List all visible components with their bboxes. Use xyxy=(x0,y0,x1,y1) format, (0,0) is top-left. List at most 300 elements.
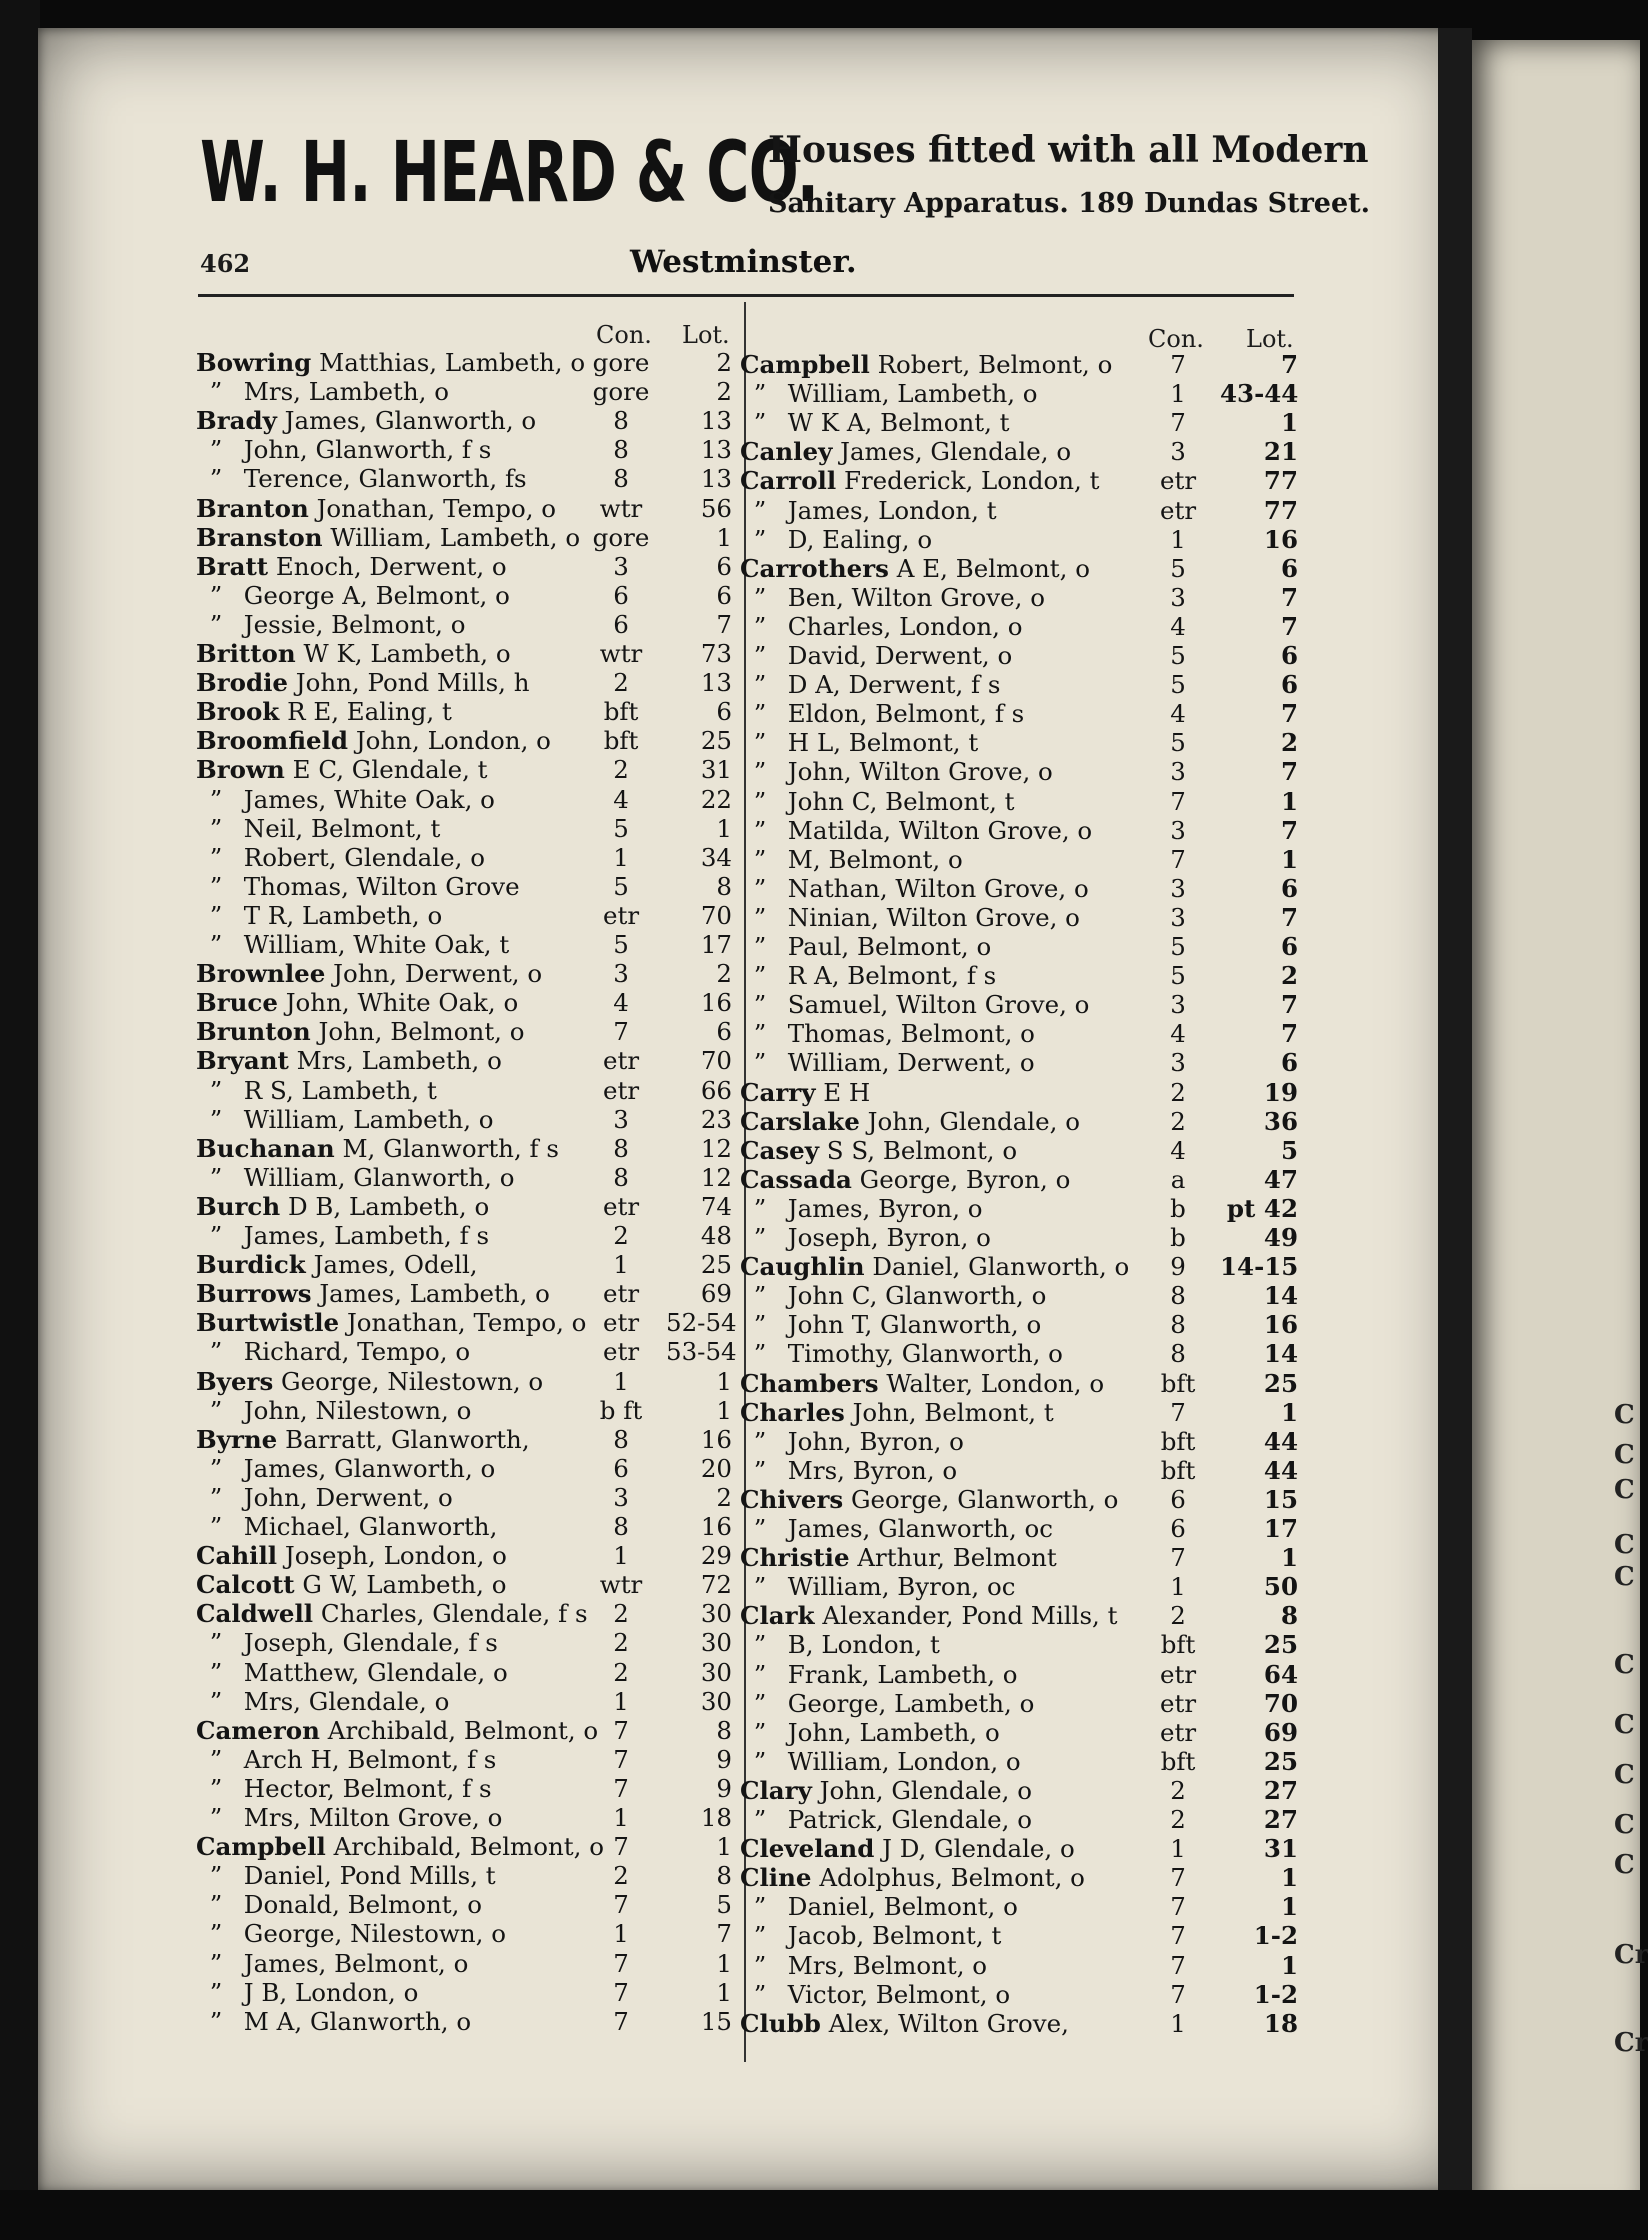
entry-lot: 14 xyxy=(1263,1339,1298,1369)
entry-name xyxy=(740,699,1024,728)
entry-concession: 2 xyxy=(613,1221,629,1250)
entry-lot: 1 xyxy=(1280,1863,1298,1893)
entry-concession: 7 xyxy=(1170,1397,1186,1427)
entry-concession: 7 xyxy=(1170,350,1186,379)
ditto-mark: ” xyxy=(753,408,767,438)
entry-lot: 34 xyxy=(700,842,732,872)
entry-lot: 6 xyxy=(716,697,732,727)
entry-surname: Branton xyxy=(196,493,309,523)
entry-name xyxy=(196,494,556,523)
entry-lot: 1 xyxy=(716,813,732,843)
entry-lot: 1 xyxy=(716,1395,732,1425)
entry-name xyxy=(196,1861,496,1890)
directory-entry xyxy=(740,932,1298,961)
entry-concession: etr xyxy=(1159,495,1197,525)
entry-name xyxy=(740,1310,1041,1339)
entry-concession: 5 xyxy=(613,871,629,901)
entry-concession: 7 xyxy=(1170,1543,1186,1573)
entry-details: Joseph, London, o xyxy=(284,1541,507,1571)
entry-name xyxy=(740,1456,957,1485)
entry-lot: 13 xyxy=(700,464,732,494)
entry-name xyxy=(196,2007,471,2036)
entry-concession: gore xyxy=(592,522,650,552)
entry-name xyxy=(740,1921,1001,1950)
entry-lot: 1 xyxy=(716,1366,732,1396)
directory-entry xyxy=(740,1543,1298,1572)
entry-name xyxy=(196,1046,502,1075)
entry-lot: 2 xyxy=(716,348,732,377)
entry-details: William, London, o xyxy=(787,1746,1021,1776)
entry-concession: 1 xyxy=(613,1250,629,1280)
entry-concession: 8 xyxy=(613,406,629,436)
directory-entry xyxy=(740,2009,1298,2038)
entry-surname: Chambers xyxy=(740,1368,879,1398)
directory-entry xyxy=(196,1483,736,1512)
entry-lot: 30 xyxy=(700,1686,732,1716)
entry-name xyxy=(740,1951,987,1980)
entry-details: William, Lambeth, o xyxy=(330,522,581,552)
directory-entry xyxy=(740,1078,1298,1107)
entry-lot: 7 xyxy=(1280,350,1298,379)
entry-details: James, Belmont, o xyxy=(243,1948,469,1978)
entry-lot: 15 xyxy=(1263,1484,1298,1514)
entry-concession: etr xyxy=(602,1337,640,1367)
entry-surname: Carslake xyxy=(740,1106,860,1136)
directory-entry xyxy=(740,1863,1298,1892)
entry-name xyxy=(740,1834,1075,1863)
entry-concession: 5 xyxy=(1170,553,1186,583)
entry-details: David, Derwent, o xyxy=(787,641,1013,670)
directory-entry xyxy=(196,1105,736,1134)
entry-name xyxy=(196,1658,508,1687)
entry-surname: Calcott xyxy=(196,1570,295,1600)
entry-name xyxy=(196,610,465,639)
entry-lot: 8 xyxy=(716,871,732,901)
entry-details: D B, Lambeth, o xyxy=(287,1191,490,1221)
ditto-mark: ” xyxy=(753,1892,767,1922)
entry-lot: 7 xyxy=(1280,757,1298,787)
entry-lot: 30 xyxy=(700,1599,732,1629)
directory-entry xyxy=(196,639,736,668)
directory-entry xyxy=(740,670,1298,699)
ditto-mark: ” xyxy=(209,1977,223,2007)
entry-lot: 16 xyxy=(1263,1310,1298,1340)
directory-entry xyxy=(196,1512,736,1541)
entry-details: James, Glanworth, o xyxy=(284,406,537,436)
entry-name xyxy=(740,1805,1032,1834)
entry-name xyxy=(196,1337,470,1366)
entry-name xyxy=(740,961,996,990)
entry-lot: 6 xyxy=(1280,553,1298,583)
ditto-mark: ” xyxy=(209,1337,223,1367)
entry-details: James, Glanworth, oc xyxy=(787,1514,1054,1543)
entry-lot: 1 xyxy=(716,522,732,552)
book-gutter xyxy=(1438,28,1472,2208)
entry-name xyxy=(740,1601,1117,1630)
entry-lot: 6 xyxy=(1280,873,1298,903)
entry-name xyxy=(740,1252,1129,1281)
entry-details: J D, Glendale, o xyxy=(882,1834,1075,1864)
entry-lot: 22 xyxy=(700,784,732,814)
entry-lot: 13 xyxy=(700,668,732,698)
directory-entry xyxy=(740,1660,1298,1689)
entry-name xyxy=(740,1136,1017,1165)
entry-details: Daniel, Pond Mills, t xyxy=(243,1861,496,1891)
entry-details: G W, Lambeth, o xyxy=(302,1570,507,1600)
entry-concession: 6 xyxy=(613,1453,629,1483)
entry-concession: 8 xyxy=(1170,1281,1186,1311)
entry-name xyxy=(740,641,1012,670)
entry-details: George, Nilestown, o xyxy=(281,1366,544,1396)
entry-lot: 29 xyxy=(700,1541,732,1571)
directory-entry xyxy=(196,785,736,814)
entry-name xyxy=(196,843,485,872)
entry-details: John, Pond Mills, h xyxy=(295,668,530,698)
entry-details: Charles, London, o xyxy=(787,611,1023,641)
entry-surname: Burch xyxy=(196,1191,281,1221)
entry-concession: 3 xyxy=(1170,902,1186,932)
entry-details: John, Belmont, t xyxy=(852,1397,1054,1427)
adjacent-page-letter: C xyxy=(1614,1562,1635,1592)
ditto-mark: ” xyxy=(753,1048,767,1078)
entry-surname: Clark xyxy=(740,1601,815,1631)
directory-entry xyxy=(740,466,1298,495)
entry-concession: 7 xyxy=(613,1832,629,1862)
directory-entry xyxy=(196,901,736,930)
ditto-mark: ” xyxy=(753,524,767,554)
directory-entry xyxy=(196,1774,736,1803)
entry-concession: 7 xyxy=(613,1744,629,1774)
entry-name xyxy=(196,639,511,668)
entry-lot: 8 xyxy=(1280,1601,1298,1631)
entry-lot: 12 xyxy=(700,1162,732,1192)
entry-lot: 1 xyxy=(716,1832,732,1862)
entry-details: Nathan, Wilton Grove, o xyxy=(787,873,1089,903)
entry-name xyxy=(196,523,580,552)
directory-entry xyxy=(196,697,736,726)
directory-entry xyxy=(196,843,736,872)
entry-lot: 1-2 xyxy=(1253,1921,1298,1951)
entry-concession: wtr xyxy=(599,1570,643,1600)
entry-details: John, Derwent, o xyxy=(333,959,543,989)
entry-concession: etr xyxy=(1159,1659,1197,1689)
entry-concession: 3 xyxy=(1170,582,1186,612)
entry-concession: 8 xyxy=(613,464,629,494)
directory-entry xyxy=(196,1919,736,1948)
entry-details: W K A, Belmont, t xyxy=(787,408,1010,438)
directory-entry xyxy=(740,787,1298,816)
entry-concession: 1 xyxy=(1170,524,1186,554)
directory-entry xyxy=(740,1194,1298,1223)
entry-concession: b ft xyxy=(599,1395,643,1425)
directory-entry xyxy=(196,1716,736,1745)
directory-entry xyxy=(740,1252,1298,1281)
entry-concession: 2 xyxy=(1170,1106,1186,1136)
directory-entry xyxy=(740,757,1298,786)
entry-concession: 2 xyxy=(1170,1601,1186,1631)
entry-lot: 8 xyxy=(716,1861,732,1891)
entry-lot: 14-15 xyxy=(1220,1252,1299,1282)
advertisement-line-1: Houses fitted with all Modern xyxy=(768,129,1369,171)
directory-entry xyxy=(740,554,1298,583)
entry-lot: 1 xyxy=(1280,1892,1298,1922)
entry-concession: b xyxy=(1170,1223,1186,1252)
entry-lot: 6 xyxy=(1280,1048,1298,1078)
entry-name xyxy=(740,466,1099,495)
directory-entry xyxy=(740,1630,1298,1659)
directory-entry xyxy=(196,1163,736,1192)
entry-name xyxy=(196,814,440,843)
entry-name xyxy=(196,1919,506,1948)
ditto-mark: ” xyxy=(753,1688,767,1718)
entry-name xyxy=(740,379,1038,408)
ditto-mark: ” xyxy=(753,1310,767,1340)
directory-entry xyxy=(740,583,1298,612)
scan-border xyxy=(0,0,40,2240)
entry-surname: Christie xyxy=(740,1543,850,1573)
entry-details: Frederick, London, t xyxy=(843,466,1100,496)
ditto-mark: ” xyxy=(209,813,223,843)
entry-details: Ben, Wilton Grove, o xyxy=(787,582,1045,612)
directory-entry xyxy=(740,1398,1298,1427)
entry-name xyxy=(196,1250,478,1279)
directory-entry xyxy=(196,610,736,639)
directory-entry xyxy=(740,816,1298,845)
entry-concession: 7 xyxy=(613,1948,629,1978)
entry-name xyxy=(740,583,1045,612)
adjacent-page-letter: C xyxy=(1614,1650,1635,1680)
entry-name xyxy=(196,1279,550,1308)
entry-concession: 8 xyxy=(613,1512,629,1541)
entry-details: Mrs, Glendale, o xyxy=(243,1686,450,1716)
entry-concession: 7 xyxy=(613,1715,629,1745)
entry-lot: 2 xyxy=(1280,728,1298,758)
entry-name xyxy=(740,903,1080,932)
entry-details: James, Glanworth, o xyxy=(243,1453,496,1483)
entry-lot: 25 xyxy=(1263,1368,1298,1398)
directory-entry xyxy=(740,1310,1298,1339)
directory-entry xyxy=(740,903,1298,932)
entry-surname: Bryant xyxy=(196,1046,289,1076)
directory-entry xyxy=(196,1308,736,1337)
entry-concession: 2 xyxy=(613,755,629,785)
entry-surname: Bratt xyxy=(196,551,269,581)
entry-lot: 52-54 xyxy=(666,1308,737,1338)
adjacent-page-letter: C xyxy=(1614,1530,1635,1560)
entry-concession: 4 xyxy=(1170,1019,1186,1049)
entry-lot: 77 xyxy=(1263,466,1298,496)
ditto-mark: ” xyxy=(209,1948,223,1978)
entry-concession: 7 xyxy=(613,1773,629,1803)
entry-details: William, White Oak, t xyxy=(243,930,510,959)
scan-border-bottom xyxy=(0,2190,1640,2240)
entry-details: Daniel, Belmont, o xyxy=(787,1892,1018,1922)
directory-entry xyxy=(740,1107,1298,1136)
entry-lot: 14 xyxy=(1263,1281,1298,1311)
entry-details: Joseph, Glendale, f s xyxy=(243,1628,498,1658)
entry-concession: 4 xyxy=(1170,1135,1186,1165)
entry-name xyxy=(196,872,520,901)
directory-entry xyxy=(196,1745,736,1774)
entry-concession: gore xyxy=(592,377,650,407)
ditto-mark: ” xyxy=(753,1455,767,1485)
directory-entry xyxy=(740,699,1298,728)
directory-entry xyxy=(196,1832,736,1861)
entry-name xyxy=(740,1048,1035,1077)
entry-lot: 48 xyxy=(700,1221,732,1250)
ditto-mark: ” xyxy=(753,670,767,700)
directory-entry xyxy=(740,612,1298,641)
entry-lot: 1 xyxy=(1280,844,1298,874)
entry-details: John, Lambeth, o xyxy=(787,1717,1000,1747)
entry-lot: 8 xyxy=(716,1715,732,1745)
ditto-mark: ” xyxy=(753,1223,767,1252)
entry-lot: 7 xyxy=(1280,699,1298,729)
left-lot-header: Lot. xyxy=(682,321,730,349)
entry-name xyxy=(740,408,1010,437)
entry-lot: 72 xyxy=(700,1570,732,1600)
directory-entry xyxy=(740,1514,1298,1543)
directory-entry xyxy=(740,641,1298,670)
entry-surname: Burtwistle xyxy=(196,1308,340,1338)
entry-lot: 64 xyxy=(1263,1659,1298,1689)
entry-concession: 1 xyxy=(613,1919,629,1949)
entry-lot: 9 xyxy=(716,1744,732,1774)
directory-entry xyxy=(196,348,736,377)
adjacent-page-letter: Cr xyxy=(1614,1940,1648,1970)
entry-concession: 1 xyxy=(613,1686,629,1716)
entry-name xyxy=(196,1890,482,1919)
ditto-mark: ” xyxy=(753,379,767,409)
entry-lot: 30 xyxy=(700,1628,732,1658)
entry-surname: Brown xyxy=(196,755,285,785)
entry-lot: 18 xyxy=(700,1803,732,1832)
entry-lot: pt 42 xyxy=(1226,1193,1298,1223)
entry-details: James, London, t xyxy=(787,495,997,525)
entry-lot: 25 xyxy=(1263,1746,1298,1776)
ditto-mark: ” xyxy=(753,1339,767,1369)
entry-surname: Charles xyxy=(740,1397,845,1427)
directory-entry xyxy=(196,464,736,493)
entry-name xyxy=(740,437,1071,466)
entry-name xyxy=(740,932,991,961)
entry-concession: 1 xyxy=(1170,379,1186,409)
directory-entry xyxy=(740,845,1298,874)
directory-entry xyxy=(196,1803,736,1832)
entry-concession: 7 xyxy=(1170,786,1186,816)
entry-name xyxy=(740,612,1022,641)
entry-lot: 1 xyxy=(1280,786,1298,816)
entry-details: Mrs, Milton Grove, o xyxy=(243,1803,503,1832)
adjacent-page-letter: C xyxy=(1614,1850,1635,1880)
entry-name xyxy=(196,1949,468,1978)
entry-lot: 43-44 xyxy=(1220,379,1299,409)
entry-name xyxy=(196,1512,497,1541)
entry-name xyxy=(196,464,527,493)
directory-entry xyxy=(196,523,736,552)
ditto-mark: ” xyxy=(209,1162,223,1192)
entry-concession: 3 xyxy=(1170,757,1186,787)
entry-lot: 16 xyxy=(700,1424,732,1454)
entry-concession: bft xyxy=(1160,1368,1196,1398)
entry-concession: 2 xyxy=(613,1861,629,1891)
entry-lot: 69 xyxy=(1263,1717,1298,1747)
ditto-mark: ” xyxy=(753,1630,767,1660)
entry-details: Matilda, Wilton Grove, o xyxy=(787,815,1093,845)
entry-surname: Cahill xyxy=(196,1541,278,1571)
entry-surname: Branston xyxy=(196,522,323,552)
entry-name xyxy=(740,1660,1018,1689)
directory-entry xyxy=(740,1601,1298,1630)
entry-surname: Carrothers xyxy=(740,553,889,583)
entry-details: John, Nilestown, o xyxy=(243,1395,472,1425)
entry-lot: 2 xyxy=(716,1482,732,1512)
ditto-mark: ” xyxy=(209,2006,223,2036)
entry-details: John, Glendale, o xyxy=(819,1775,1032,1805)
entry-surname: Caughlin xyxy=(740,1252,865,1282)
directory-entry xyxy=(740,496,1298,525)
entry-concession: wtr xyxy=(599,639,643,668)
right-con-header: Con. xyxy=(1148,325,1204,353)
entry-name xyxy=(740,350,1112,379)
entry-lot: 30 xyxy=(700,1657,732,1687)
entry-lot: 13 xyxy=(700,406,732,436)
directory-entry xyxy=(196,2007,736,2036)
entry-name xyxy=(196,1396,471,1425)
ditto-mark: ” xyxy=(209,464,223,494)
entry-name xyxy=(196,930,509,959)
entry-name xyxy=(740,1980,1010,2009)
entry-concession: 1 xyxy=(1170,1834,1186,1864)
entry-details: Walter, London, o xyxy=(886,1368,1105,1398)
entry-concession: etr xyxy=(602,1075,640,1105)
advertisement-line-2: Sanitary Apparatus. 189 Dundas Street. xyxy=(768,188,1371,219)
adjacent-page-edge xyxy=(1472,40,1640,2220)
directory-entry xyxy=(740,961,1298,990)
directory-entry xyxy=(196,1221,736,1250)
directory-entry xyxy=(196,1628,736,1657)
entry-lot: 19 xyxy=(1263,1077,1298,1107)
entry-name xyxy=(740,874,1089,903)
entry-concession: 2 xyxy=(1170,1775,1186,1805)
entry-name xyxy=(196,755,488,784)
entry-concession: 3 xyxy=(613,1104,629,1134)
entry-name xyxy=(740,1776,1032,1805)
directory-entry xyxy=(196,668,736,697)
entry-details: John, Wilton Grove, o xyxy=(787,757,1053,787)
ditto-mark: ” xyxy=(753,1805,767,1834)
entry-concession: 7 xyxy=(613,1890,629,1920)
entry-lot: 27 xyxy=(1263,1775,1298,1805)
ditto-mark: ” xyxy=(209,871,223,901)
entry-concession: 7 xyxy=(1170,1979,1186,2009)
entry-concession: 6 xyxy=(1170,1484,1186,1514)
entry-details: R E, Ealing, t xyxy=(287,697,452,727)
entry-lot: 50 xyxy=(1263,1572,1298,1602)
entry-concession: etr xyxy=(602,1308,640,1338)
entry-lot: 6 xyxy=(1280,641,1298,670)
entry-concession: 1 xyxy=(613,1366,629,1396)
entry-lot: 18 xyxy=(1263,2008,1298,2038)
directory-entry xyxy=(740,1369,1298,1398)
ditto-mark: ” xyxy=(209,1221,223,1250)
entry-details: John, Belmont, o xyxy=(318,1017,525,1047)
entry-concession: 7 xyxy=(1170,844,1186,874)
entry-details: Thomas, Wilton Grove xyxy=(243,871,520,901)
entry-surname: Carry xyxy=(740,1077,816,1107)
entry-name xyxy=(196,552,507,581)
ditto-mark: ” xyxy=(209,1686,223,1716)
